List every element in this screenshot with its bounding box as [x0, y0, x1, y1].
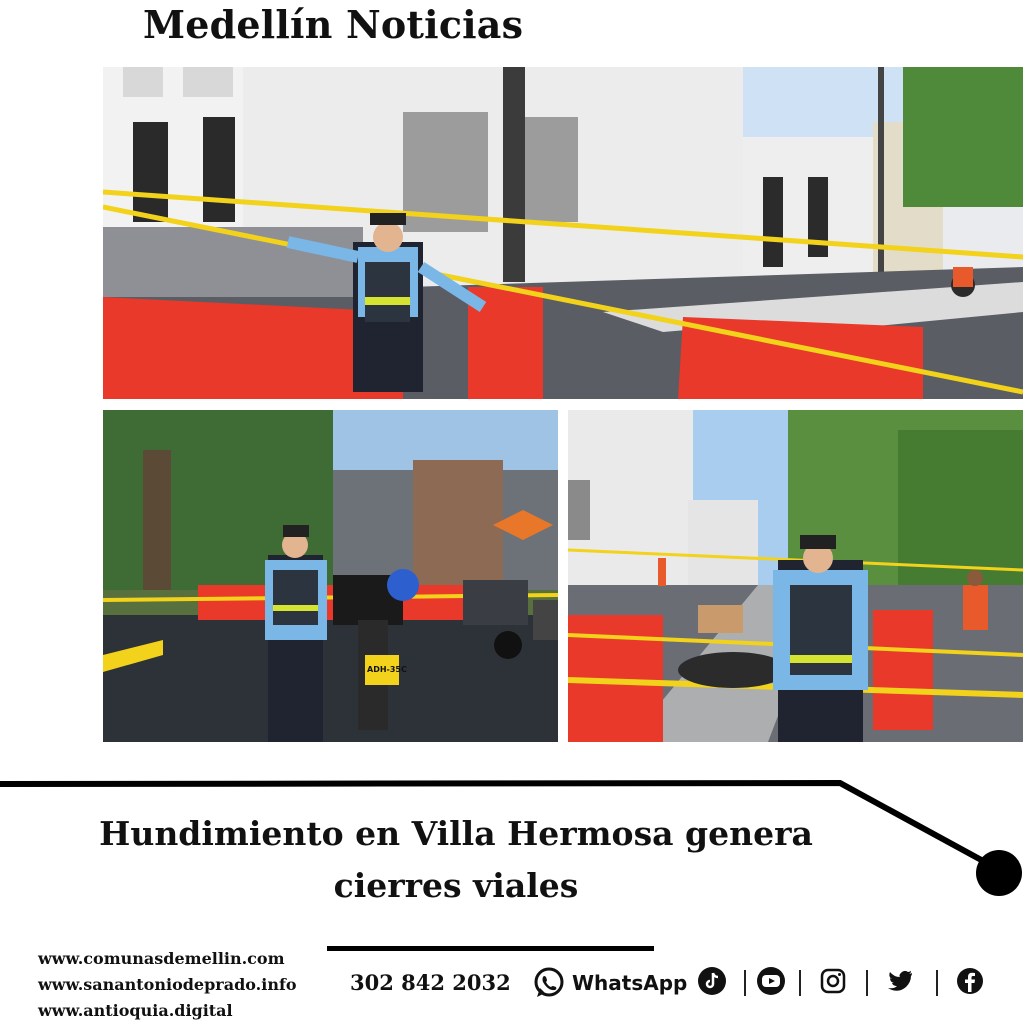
instagram-icon[interactable]: [818, 966, 848, 996]
youtube-icon[interactable]: [756, 966, 786, 996]
whatsapp-link[interactable]: [532, 966, 687, 1000]
separator: [866, 970, 868, 996]
headline-line-1: Hundimiento en Villa Hermosa genera: [99, 814, 813, 853]
separator: [744, 970, 746, 996]
website-list: [38, 946, 297, 1024]
twitter-icon[interactable]: [885, 966, 915, 996]
website-link[interactable]: www.sanantoniodeprado.info: [38, 975, 297, 994]
facebook-icon[interactable]: [955, 966, 985, 996]
whatsapp-icon: [532, 966, 566, 1000]
plate-text: ADH-35C: [367, 665, 407, 674]
photo-officer-barriers: [103, 67, 1023, 399]
photo-officer-motorcycles: [103, 410, 558, 742]
headline: [60, 808, 852, 912]
photo-officer-sinkhole: [568, 410, 1023, 742]
separator: [799, 970, 801, 996]
website-link[interactable]: www.comunasdemellin.com: [38, 949, 285, 968]
whatsapp-label: WhatsApp: [572, 971, 688, 995]
brand-title: Medellín Noticias: [143, 2, 524, 47]
headline-line-2: cierres viales: [333, 866, 579, 905]
phone-number: 302 842 2032: [350, 970, 511, 995]
separator: [936, 970, 938, 996]
tiktok-icon[interactable]: [697, 966, 727, 996]
website-link[interactable]: www.antioquia.digital: [38, 1001, 233, 1020]
